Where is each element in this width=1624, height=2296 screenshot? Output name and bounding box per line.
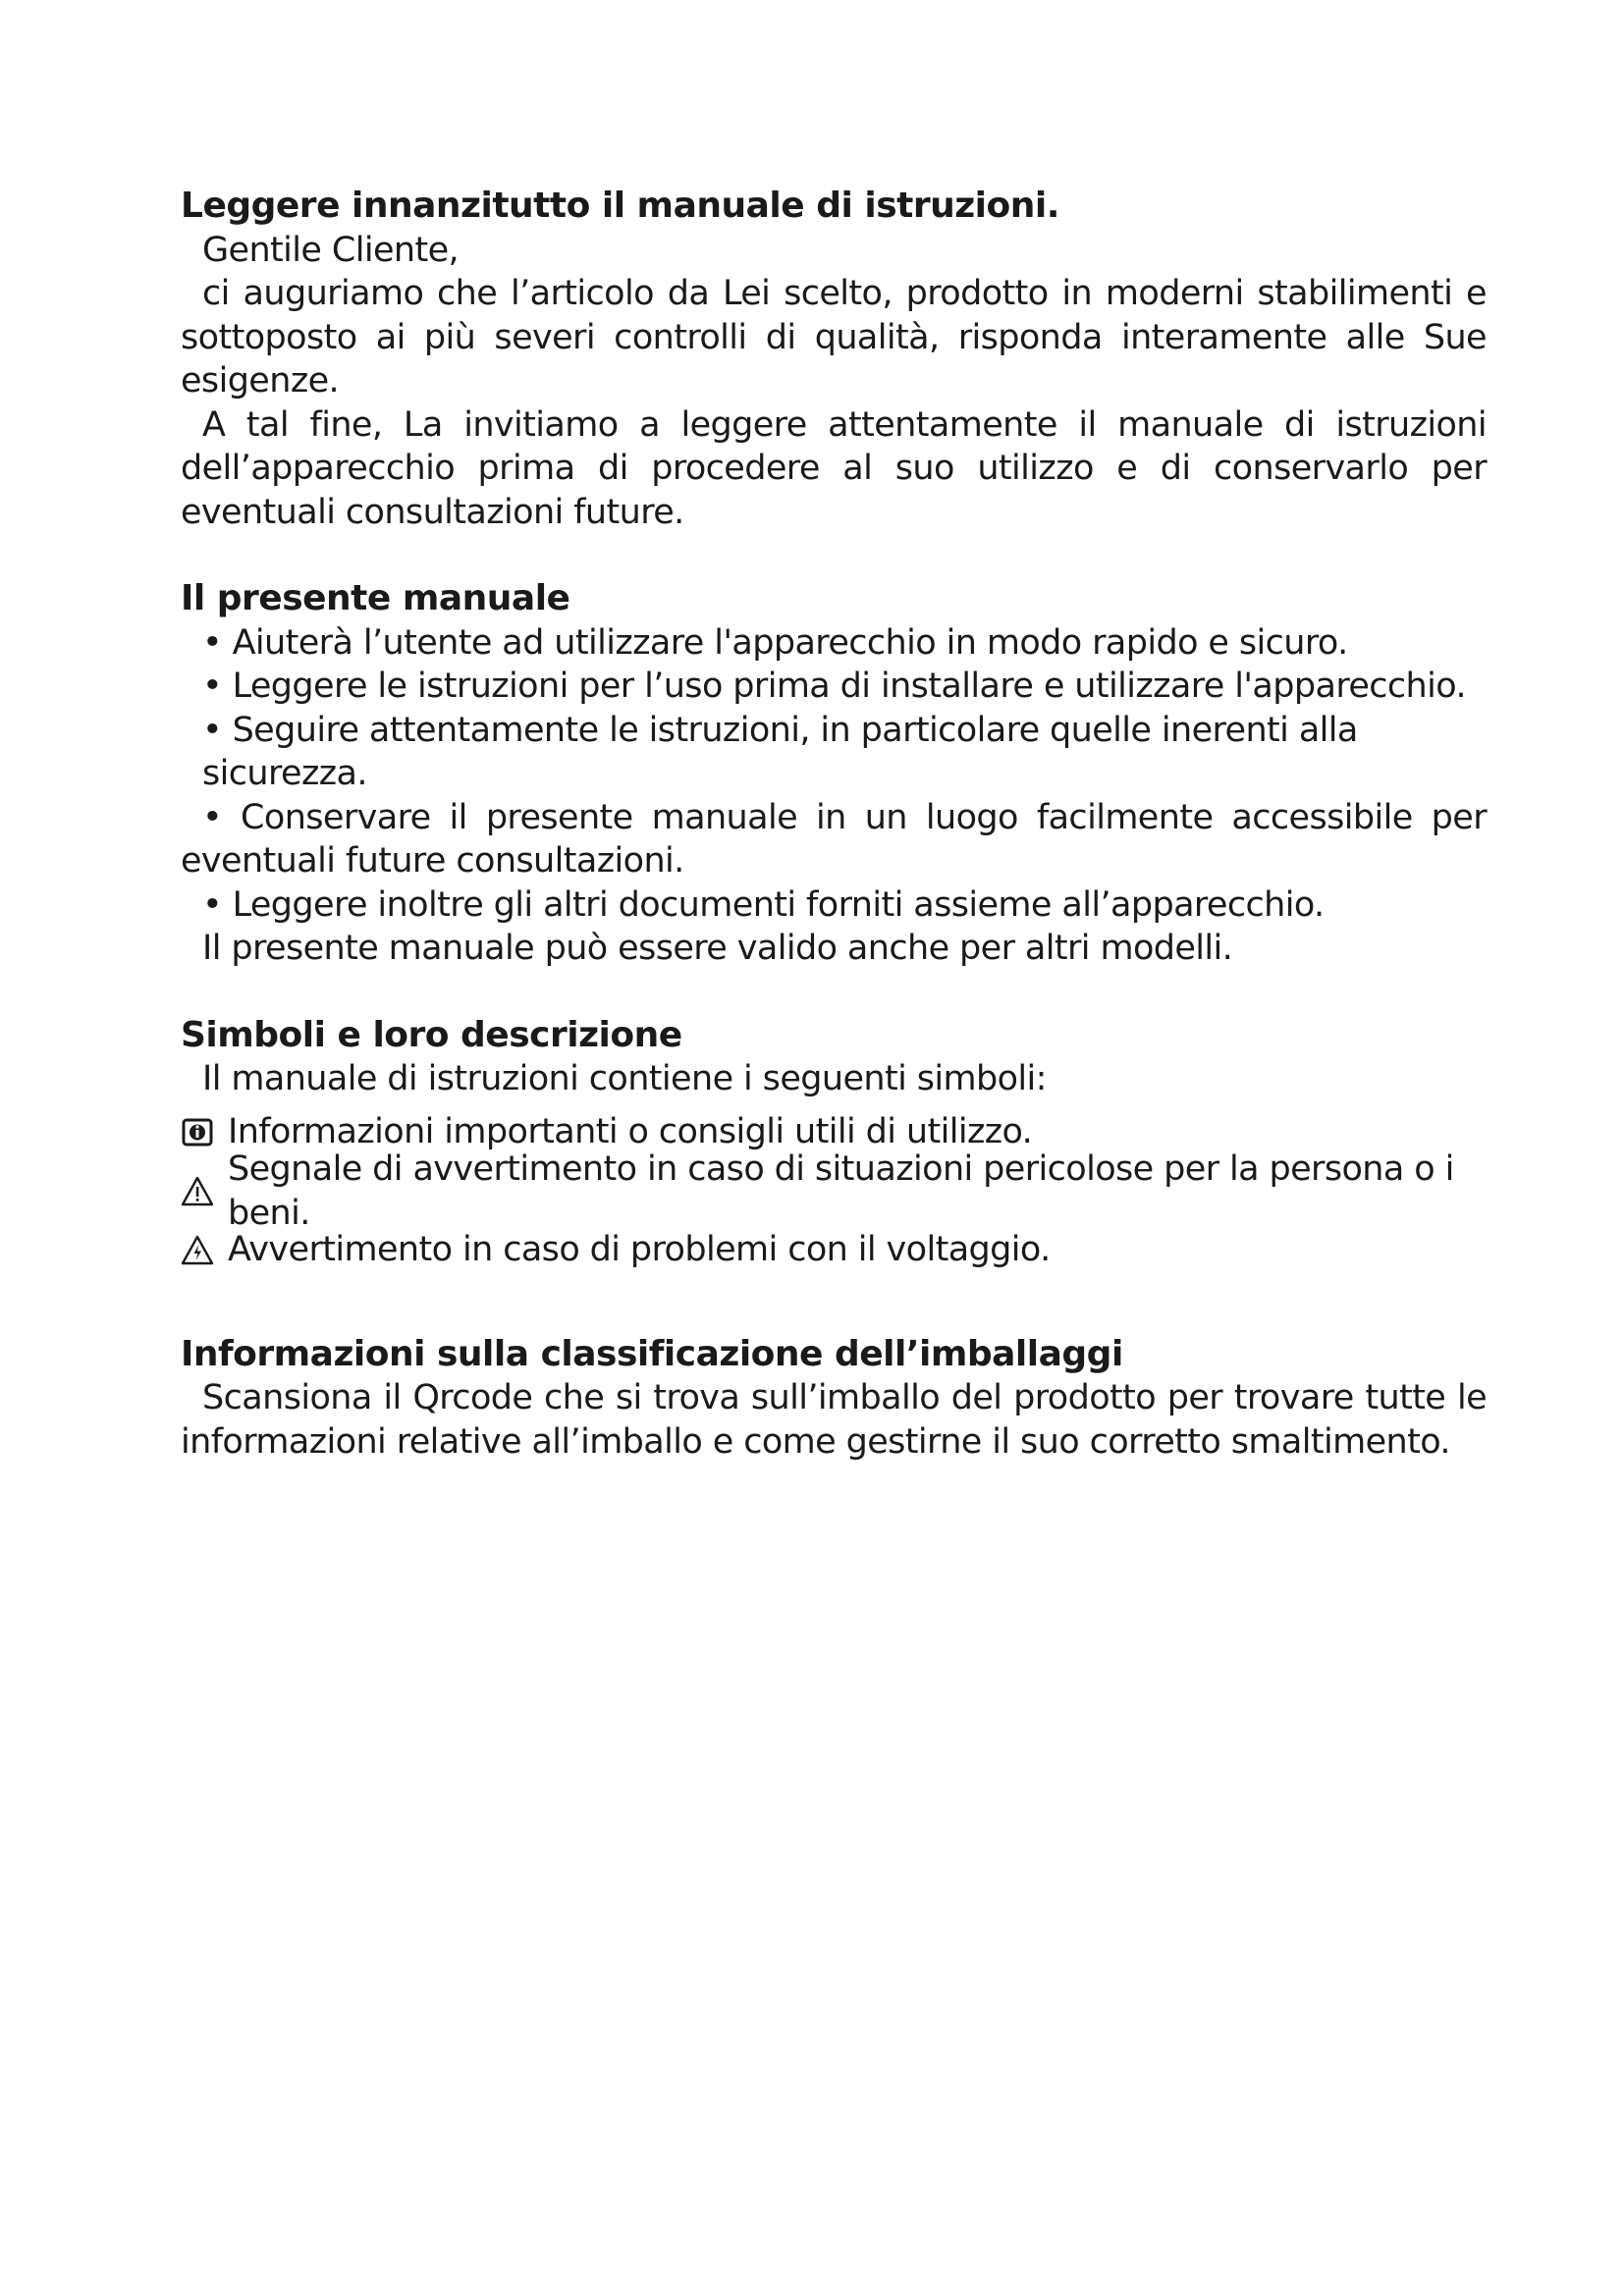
intro-paragraph-1: ci auguriamo che l’articolo da Lei scelto, prodotto in moderni stabilimenti e sottoposto ai più severi controlli di qualità, risponda interamente alle Sue esigenze. [181,274,1487,400]
packaging-paragraph: Scansiona il Qrcode che si trova sull’imballo del prodotto per trovare tutte le informazioni relative all’imballo e come gestirne il suo corretto smaltimento. [181,1378,1487,1462]
packaging-section [181,1333,1487,1465]
manual-bullet: • Leggere le istruzioni per l’uso prima di installare e utilizzare l'apparecchio. [202,667,1466,706]
manual-bullet: • Leggere inoltre gli altri documenti forniti assieme all’apparecchio. [202,884,1325,925]
intro-paragraph-2: A tal fine, La invitiamo a leggere attentamente il manuale di istruzioni dell’apparecchio prima di procedere al suo utilizzo e di conservarlo per eventuali consultazioni future. [181,404,1487,532]
manual-bullet: • Seguire attentamente le istruzioni, in particolare quelle inerenti alla sicurezza. [202,710,1358,793]
packaging-heading: Informazioni sulla classificazione dell’imballaggi [181,1333,1123,1374]
intro-section [181,185,1487,534]
manual-bullet: • Aiuterà l’utente ad utilizzare l'apparecchio in modo rapido e sicuro. [202,622,1348,663]
electric-warning-icon [181,1234,214,1267]
info-icon [181,1116,214,1149]
warning-icon [181,1175,214,1208]
manual-note: Il presente manuale può essere valido anche per altri modelli. [202,929,1233,968]
intro-heading: Leggere innanzitutto il manuale di istruzioni. [181,186,1059,226]
symbol-item-warning [181,1149,1487,1233]
document-page [181,185,1487,1464]
symbol-text: Informazioni importanti o consigli utili di utilizzo. [228,1112,1033,1152]
symbols-heading: Simboli e loro descrizione [181,1014,682,1055]
symbols-intro: Il manuale di istruzioni contiene i seguenti simboli: [202,1059,1047,1098]
symbols-section [181,1014,1487,1276]
symbol-text: Avvertimento in caso di problemi con il voltaggio. [228,1230,1051,1270]
manual-heading: Il presente manuale [181,578,570,618]
symbol-text: Segnale di avvertimento in caso di situazioni pericolose per la persona o i beni. [228,1149,1454,1233]
manual-bullet: • Conservare il presente manuale in un luogo facilmente accessibile per eventuali future consultazioni. [181,797,1487,881]
greeting: Gentile Cliente, [202,230,460,270]
manual-section [181,577,1487,971]
